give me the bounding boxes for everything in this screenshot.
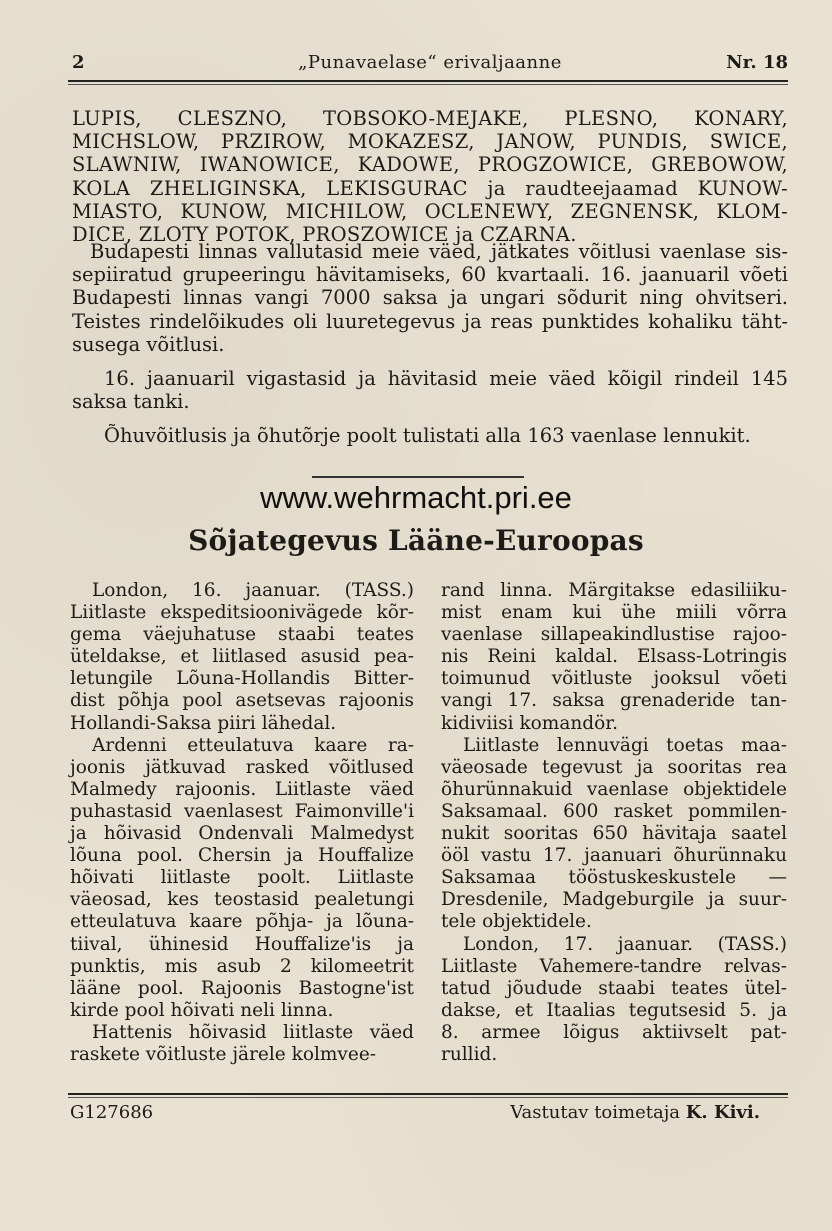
column-line: letungile Lõuna-Hollandis Bitter-	[70, 668, 414, 690]
column-line: 8. armee lõigus aktiivselt pat-	[441, 1021, 787, 1043]
column-line: lääne pool. Rajoonis Bastogne'ist	[70, 977, 414, 999]
header-rule-thin	[68, 84, 788, 85]
text-line: 16. jaanuaril vigastasid ja hävitasid meie väed kõigil rindeil 145	[104, 367, 788, 390]
column-line: Hattenis hõivasid liitlaste väed	[92, 1021, 414, 1043]
footer-rule	[68, 1093, 788, 1095]
text-line: MICHSLOW, PRZIROW, MOKAZESZ, JANOW, PUNDIS, SWICE,	[72, 130, 788, 154]
column-line: joonis jätkuvad rasked võitlused	[70, 756, 414, 778]
text-line: susega võitlusi.	[72, 332, 225, 356]
column-line: Hollandi-Saksa piiri lähedal.	[70, 712, 337, 734]
aircraft-paragraph: Õhuvõitlusis ja õhutõrje poolt tulistati alla 163 vaenlase lennukit.	[104, 424, 751, 447]
footer-rule-thin	[68, 1097, 788, 1098]
watermark-url: www.wehrmacht.pri.ee	[260, 480, 572, 515]
column-line: väeosad, kes teostasid pealetungi	[70, 889, 414, 911]
column-line: ja hõivasid Ondenvali Malmedyst	[70, 823, 414, 845]
text-line: Teistes rindelõikudes oli luuretegevus ja reas punktides kohaliku täht-	[72, 309, 788, 333]
text-line: Budapesti linnas vangi 7000 saksa ja ungari sõdurit ning ohvitseri.	[72, 286, 788, 310]
print-code: G127686	[70, 1102, 154, 1123]
column-line: punktis, mis asub 2 kilomeetrit	[70, 955, 414, 977]
column-line: Ardenni etteulatuva kaare ra-	[92, 734, 414, 756]
column-line: gema väejuhatuse staabi teates	[70, 624, 414, 646]
page-number: 2	[72, 52, 85, 73]
column-line: üteldakse, et liitlased asusid pea-	[70, 646, 414, 668]
column-line: Liitlaste ekspeditsioonivägede kõr-	[70, 602, 414, 624]
text-line: LUPIS, CLESZNO, TOBSOKO-MEJAKE, PLESNO, KONARY,	[72, 107, 788, 130]
tanks-paragraph	[72, 367, 788, 413]
column-line: Liitlaste lennuvägi toetas maa-	[463, 734, 787, 756]
column-line: Malmedy rajoonis. Liitlaste väed	[70, 778, 414, 800]
header-rule	[68, 80, 788, 82]
text-line: MIASTO, KUNOW, MICHILOW, OCLENEWY, ZEGNENSK, KLOM-	[72, 199, 788, 223]
column-line: nukit sooritas 650 hävitaja saatel	[441, 823, 787, 845]
editor-label: Vastutav toimetaja	[510, 1102, 681, 1123]
column-line: lõuna pool. Chersin ja Houffalize	[70, 845, 414, 867]
column-line: rand linna. Märgitakse edasiliiku-	[441, 580, 787, 601]
editor-credit	[510, 1102, 760, 1123]
text-line: sepiiratud grupeeringu hävitamiseks, 60 kvartaali. 16. jaanuaril võeti	[72, 263, 788, 287]
text-line: DICE, ZLOTY POTOK, PROSZOWICE ja CZARNA.	[72, 223, 577, 247]
column-line: nis Reini kaldal. Elsass-Lotringis	[441, 646, 787, 668]
column-line: mist enam kui ühe miili võrra	[441, 602, 787, 624]
column-line: Saksamaa tööstuskeskustele —	[441, 867, 787, 889]
column-line: väeosade tegevust ja sooritas rea	[441, 756, 787, 778]
column-line: kirde pool hõivati neli linna.	[70, 999, 334, 1021]
column-line: toimunud võitluste jooksul võeti	[441, 668, 787, 690]
text-line: saksa tanki.	[72, 390, 190, 414]
column-line: kidiviisi komandör.	[441, 712, 618, 734]
publication-title: „Punavaelase“ erivaljaanne	[298, 52, 562, 73]
text-line: SLAWNIW, IWANOWICE, KADOWE, PROGZOWICE, GREBOWOW,	[72, 153, 788, 177]
column-line: rullid.	[441, 1043, 498, 1065]
text-line: Budapesti linnas vallutasid meie väed, jätkates võitlusi vaenlase sis-	[90, 240, 788, 263]
column-line: London, 16. jaanuar. (TASS.)	[92, 580, 414, 601]
column-line: dist põhja pool asetsevas rajoonis	[70, 690, 414, 712]
column-line: raskete võitluste järele kolmvee-	[70, 1043, 377, 1065]
column-line: London, 17. jaanuar. (TASS.)	[463, 933, 787, 955]
column-line: ööl vastu 17. jaanuari õhurünnaku	[441, 845, 787, 867]
column-line: dakse, et Itaalias tegutsesid 5. ja	[441, 999, 787, 1021]
text-line: KOLA ZHELIGINSKA, LEKISGURAC ja raudteejaamad KUNOW-	[72, 176, 788, 200]
column-line: vangi 17. saksa grenaderide tan-	[441, 690, 787, 712]
article-right-column	[441, 580, 787, 1066]
column-line: tatud jõudude staabi teates ütel-	[441, 977, 787, 999]
column-line: hõivati liitlaste poolt. Liitlaste	[70, 867, 414, 889]
article-left-column	[70, 580, 414, 1066]
place-names-list	[72, 107, 788, 246]
column-line: puhastasid vaenlasest Faimonville'i	[70, 800, 414, 822]
column-line: etteulatuva kaare põhja- ja lõuna-	[70, 911, 414, 933]
budapest-paragraph	[72, 240, 788, 356]
page-header	[72, 52, 788, 78]
issue-number: Nr. 18	[726, 52, 788, 73]
column-line: Saksamaal. 600 rasket pommilen-	[441, 800, 787, 822]
column-line: õhurünnakuid vaenlase objektidele	[441, 778, 787, 800]
column-line: tele objektidele.	[441, 911, 592, 933]
article-headline: Sõjategevus Lääne-Euroopas	[188, 524, 644, 557]
column-line: tiival, ühinesid Houffalize'is ja	[70, 933, 414, 955]
editor-name: K. Kivi.	[685, 1102, 760, 1123]
column-line: vaenlase sillapeakindlustise rajoo-	[441, 624, 787, 646]
section-separator	[312, 476, 524, 478]
column-line: Liitlaste Vahemere-tandre relvas-	[441, 955, 787, 977]
column-line: Dresdenile, Madgeburgile ja suur-	[441, 889, 787, 911]
